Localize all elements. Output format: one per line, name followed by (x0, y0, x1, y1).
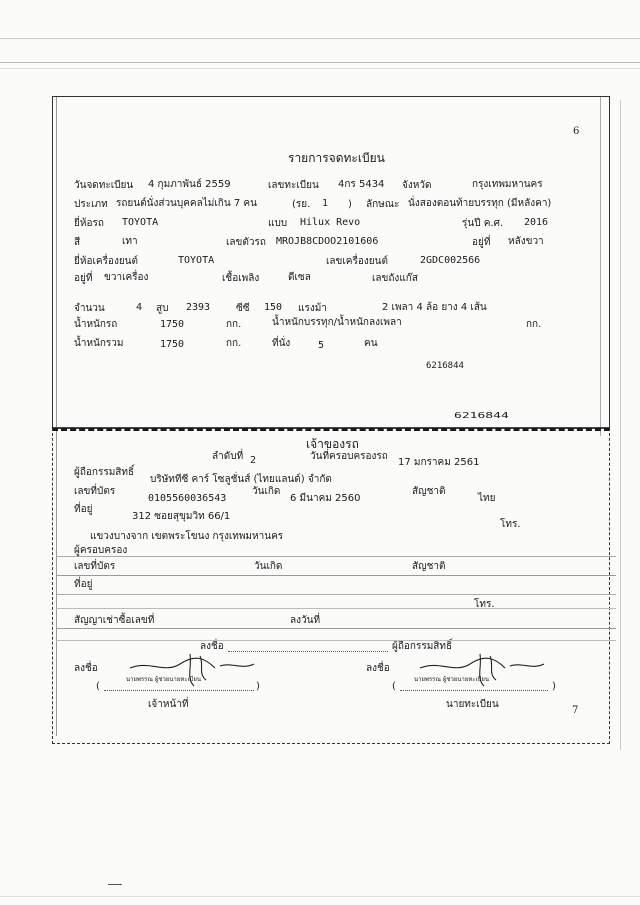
order-label: ลำดับที่ (212, 451, 244, 462)
possession-date-value: 17 มกราคม 2561 (398, 457, 480, 468)
registrar-sign-label: ลงชื่อ (366, 663, 390, 674)
engine-brand-value: TOYOTA (178, 255, 215, 266)
id-card-value: 0105560036543 (148, 493, 227, 504)
divider (56, 628, 616, 629)
possessor-nationality-label: สัญชาติ (412, 561, 446, 572)
divider (56, 594, 616, 595)
type-value: รถยนต์นั่งส่วนบุคคลไม่เกิน 7 คน (116, 198, 257, 209)
address-value: 312 ซอยสุขุมวิท 66/1 (132, 511, 231, 522)
cylinder-count-value: 4 (136, 302, 143, 313)
chassis-location-label: อยู่ที่ (472, 237, 491, 248)
cylinder-count-label: จำนวน (74, 303, 105, 314)
character-label: ลักษณะ (366, 199, 400, 210)
reg-number-value: 4กร 5434 (338, 179, 385, 190)
model-value: Hilux Revo (300, 217, 361, 228)
total-weight-value: 1750 (160, 339, 185, 350)
kg-unit: กก. (526, 319, 542, 330)
registration-title: รายการจดทะเบียน (288, 151, 385, 165)
birth-date-value: 6 มีนาคม 2560 (290, 493, 361, 504)
possessor-id-label: เลขที่บัตร (74, 561, 116, 572)
character-value: นั่งสองตอนท้ายบรรทุก (มีหลังคา) (408, 198, 552, 209)
seats-value: 5 (318, 340, 325, 351)
cylinder-value: 2393 (186, 302, 211, 313)
model-label: แบบ (268, 218, 288, 229)
birth-date-label: วันเกิด (252, 486, 281, 497)
lease-contract-label: สัญญาเช่าซื้อเลขที่ (74, 615, 155, 626)
sign-label: ลงชื่อ (200, 641, 224, 652)
divider (56, 640, 616, 641)
vehicle-weight-value: 1750 (160, 319, 185, 330)
lease-date-label: ลงวันที่ (290, 615, 321, 626)
officer-sign-label: ลงชื่อ (74, 663, 98, 674)
vehicle-weight-label: น้ำหนักรถ (74, 319, 118, 330)
year-value: 2016 (524, 217, 549, 228)
divider (56, 608, 616, 609)
scan-line (0, 38, 640, 39)
order-value: 2 (250, 455, 257, 466)
chassis-label: เลขตัวรถ (226, 237, 266, 248)
rs-label: (รย. (292, 199, 311, 210)
possessor-label: ผู้ครอบครอง (74, 545, 128, 556)
engine-location-value: ขวาเครื่อง (104, 272, 149, 283)
divider (56, 575, 616, 576)
name-line (104, 690, 254, 691)
engine-brand-label: ยี่ห้อเครื่องยนต์ (74, 256, 139, 267)
id-card-label: เลขที่บัตร (74, 486, 116, 497)
registrar-signature (410, 650, 570, 690)
province-value: กรุงเทพมหานคร (472, 179, 543, 190)
province-label: จังหวัด (402, 180, 432, 191)
fuel-value: ดีเซล (288, 272, 311, 283)
page-number-top: 6 (573, 126, 580, 137)
divider (56, 556, 616, 557)
reg-date-label: วันจดทะเบียน (74, 180, 134, 191)
scan-line (0, 68, 640, 69)
possessor-address-label: ที่อยู่ (74, 579, 93, 590)
color-label: สี (74, 237, 81, 248)
engine-location-label: อยู่ที่ (74, 273, 93, 284)
load-weight-label: น้ำหนักบรรทุก/น้ำหนักลงเพลา (272, 317, 402, 328)
possession-date-label: วันที่ครอบครองรถ (310, 451, 388, 462)
owner-name-value: บริษัททีซี คาร์ โซลูชั่นส์ (ไทยแลนด์) จำกัด (150, 474, 332, 485)
cc-value: 150 (264, 302, 283, 313)
persons-label: คน (364, 338, 378, 349)
brand-value: TOYOTA (122, 217, 159, 228)
owner-title: เจ้าของรถ (306, 437, 359, 451)
owner-sign-label: ผู้ถือกรรมสิทธิ์ (392, 641, 453, 652)
kg-unit: กก. (226, 319, 242, 330)
serial-number: 6216844 (426, 361, 464, 371)
cc-label: ซีซี (236, 303, 250, 314)
year-label: รุ่นปี ค.ศ. (462, 218, 504, 229)
registrar-stamp: นายพรรณ ผู้ช่วยนายทะเบียน (414, 676, 489, 683)
owner-label: ผู้ถือกรรมสิทธิ์ (74, 467, 135, 478)
name-line (400, 690, 548, 691)
kg-unit: กก. (226, 338, 242, 349)
axle-wheel-value: 2 เพลา 4 ล้อ ยาง 4 เส้น (382, 302, 487, 313)
type-label: ประเภท (74, 199, 108, 210)
reg-number-label: เลขทะเบียน (268, 180, 319, 191)
rs-value: 1 (322, 198, 329, 209)
registrar-label: นายทะเบียน (446, 699, 499, 710)
color-value: เทา (122, 236, 138, 247)
total-weight-label: น้ำหนักรวม (74, 338, 124, 349)
engine-number-value: 2GDC002566 (420, 255, 481, 266)
page-number-bottom: 7 (572, 705, 579, 716)
paren-open: ( (392, 681, 396, 692)
fuel-label: เชื้อเพลิง (222, 273, 260, 284)
scan-line (0, 896, 640, 897)
address-line-2: แขวงบางจาก เขตพระโขนง กรุงเทพมหานคร (90, 531, 284, 542)
officer-label: เจ้าหน้าที่ (148, 699, 189, 710)
engine-number-label: เลขเครื่องยนต์ (326, 256, 388, 267)
rs-close: ) (348, 199, 352, 210)
address-label: ที่อยู่ (74, 504, 93, 515)
horsepower-label: แรงม้า (298, 303, 327, 314)
paren-close: ) (256, 681, 260, 692)
chassis-value: MROJB8CDOO2101606 (276, 236, 379, 247)
scan-line (0, 62, 640, 63)
paren-open: ( (96, 681, 100, 692)
serial-number-cut: 6216844 (454, 411, 509, 421)
scan-mark (108, 884, 122, 885)
nationality-label: สัญชาติ (412, 486, 446, 497)
nationality-value: ไทย (478, 493, 496, 504)
phone-label: โทร. (500, 519, 521, 530)
paren-close: ) (552, 681, 556, 692)
reg-date-value: 4 กุมภาพันธ์ 2559 (148, 179, 231, 190)
cylinder-label: สูบ (156, 303, 169, 314)
officer-stamp: นายพรรณ ผู้ช่วยนายทะเบียน (126, 676, 201, 683)
brand-label: ยี่ห้อรถ (74, 218, 104, 229)
chassis-location-value: หลังขวา (508, 236, 544, 247)
gas-tank-label: เลขถังแก๊ส (372, 273, 418, 284)
seats-label: ที่นั่ง (272, 338, 291, 349)
scan-line (620, 100, 621, 750)
possessor-birth-label: วันเกิด (254, 561, 283, 572)
possessor-phone-label: โทร. (474, 599, 495, 610)
